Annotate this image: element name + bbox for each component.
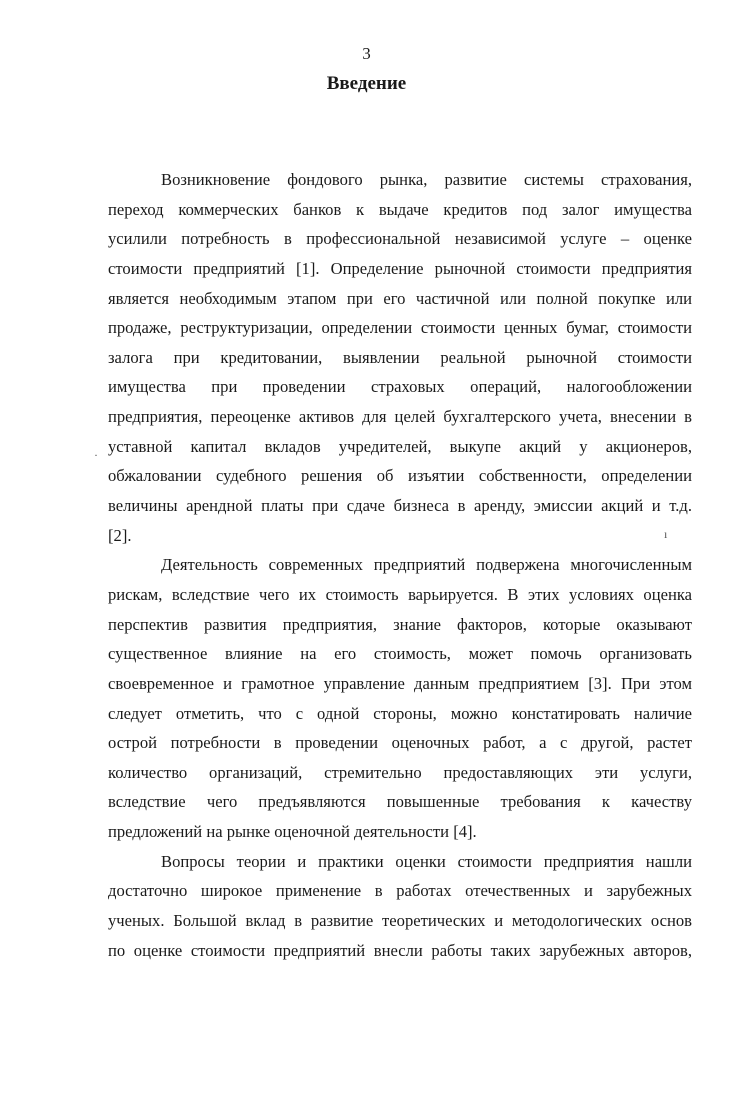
page-number: 3 xyxy=(362,44,371,63)
text-line: Деятельность современных предприятий подвержена многочисленным xyxy=(161,555,692,575)
text-line: Возникновение фондового рынка, развитие системы страхования, xyxy=(161,170,692,189)
text-line: залога при кредитовании, выявлении реальной рыночной стоимости xyxy=(108,347,692,367)
text-line: предложений на рынке оценочной деятельности [4]. xyxy=(108,822,477,842)
page-title: Введение xyxy=(326,73,407,94)
text-line: предприятия, переоценке активов для целей бухгалтерского учета, внесении в xyxy=(108,407,692,427)
text-line: вследствие чего предъявляются повышенные требования к качеству xyxy=(108,792,692,812)
text-line: стоимости предприятий [1]. Определение рыночной стоимости предприятия xyxy=(108,258,692,278)
text-line: рискам, вследствие чего их стоимость варьируется. В этих условиях оценка xyxy=(108,584,692,604)
text-line: обжаловании судебного решения об изъятии собственности, определении xyxy=(108,466,692,486)
text-line: достаточно широкое применение в работах отечественных и зарубежных xyxy=(108,881,692,901)
text-line: продаже, реструктуризации, определении стоимости ценных бумаг, стоимости xyxy=(108,318,692,338)
text-line: следует отметить, что с одной стороны, можно констатировать наличие xyxy=(108,703,692,723)
text-line: количество организаций, стремительно предоставляющих эти услуги, xyxy=(108,762,692,782)
text-line: является необходимым этапом при его частичной или полной покупке или xyxy=(108,288,692,308)
text-line: [2]. xyxy=(108,525,132,545)
text-line: острой потребности в проведении оценочных работ, а с другой, растет xyxy=(108,733,692,753)
text-line: перспектив развития предприятия, знание факторов, которые оказывают xyxy=(108,614,692,634)
text-line: уставной капитал вкладов учредителей, выкупе акций у акционеров, xyxy=(108,436,692,456)
text-line: Вопросы теории и практики оценки стоимости предприятия нашли xyxy=(161,851,692,871)
text-line: величины арендной платы при сдаче бизнеса в аренду, эмиссии акций и т.д. xyxy=(108,496,692,516)
text-line: по оценке стоимости предприятий внесли работы таких зарубежных авторов, xyxy=(108,940,692,960)
text-line: ученых. Большой вклад в развитие теоретических и методологических основ xyxy=(108,911,692,931)
body-text xyxy=(108,165,692,965)
text-line: существенное влияние на его стоимость, может помочь организовать xyxy=(108,644,692,664)
text-line: своевременное и грамотное управление данным предприятием [3]. При этом xyxy=(108,673,692,693)
scan-artifact-tick: ı xyxy=(664,527,668,541)
text-line: переход коммерческих банков к выдаче кредитов под залог имущества xyxy=(108,199,692,219)
text-line: имущества при проведении страховых операций, налогообложении xyxy=(108,377,692,397)
scan-artifact-dot: · xyxy=(94,448,98,462)
text-line: усилили потребность в профессиональной независимой услуге – оценке xyxy=(108,229,692,249)
